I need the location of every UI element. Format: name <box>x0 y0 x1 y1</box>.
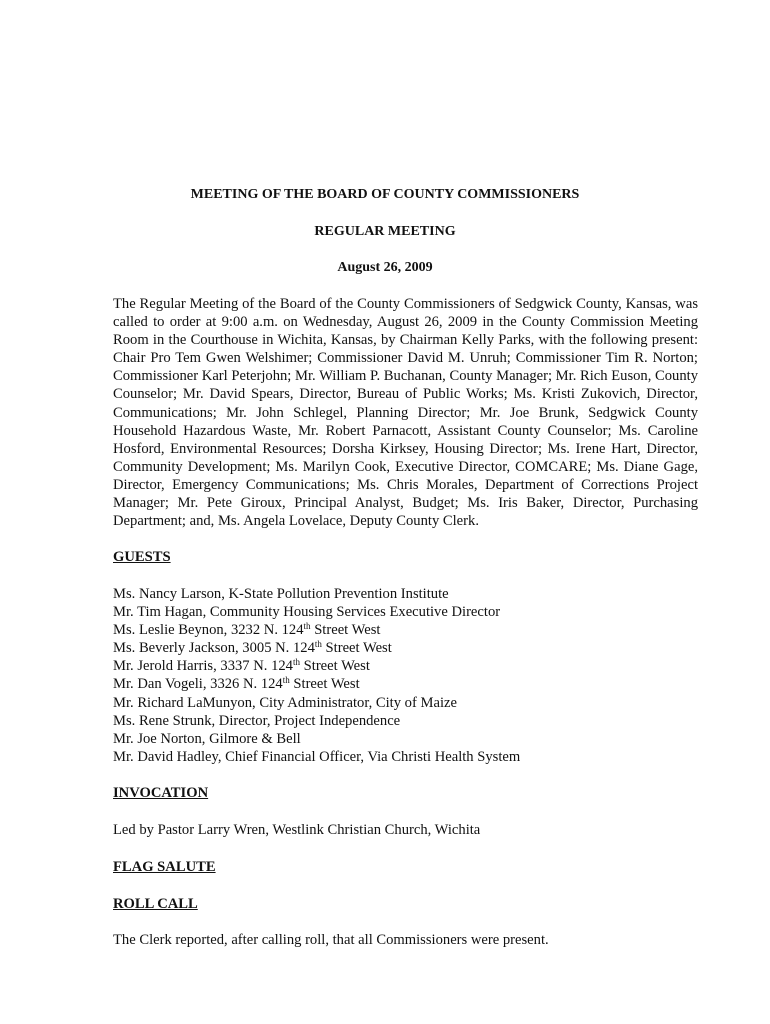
roll-call-text: The Clerk reported, after calling roll, that all Commissioners were present. <box>113 932 549 948</box>
guest-item: Ms. Nancy Larson, K-State Pollution Prevention Institute <box>113 586 449 602</box>
guest-item: Mr. Tim Hagan, Community Housing Services Executive Director <box>113 604 501 621</box>
guest-item: Ms. Beverly Jackson, 3005 N. 124th Street West <box>113 639 392 657</box>
meeting-date: August 26, 2009 <box>337 260 433 275</box>
document-subtitle: REGULAR MEETING <box>314 224 456 239</box>
invocation-text: Led by Pastor Larry Wren, Westlink Christian Church, Wichita <box>113 822 481 838</box>
guest-item: Mr. Richard LaMunyon, City Administrator, City of Maize <box>113 694 457 711</box>
guest-item: Mr. Joe Norton, Gilmore & Bell <box>113 730 301 747</box>
guests-heading: GUESTS <box>113 549 171 565</box>
document-title: MEETING OF THE BOARD OF COUNTY COMMISSIONERS <box>190 187 580 202</box>
flag-salute-heading: FLAG SALUTE <box>113 859 216 875</box>
guest-item: Ms. Rene Strunk, Director, Project Independence <box>113 712 401 729</box>
guest-item: Mr. Dan Vogeli, 3326 N. 124th Street West <box>113 675 360 693</box>
guest-item: Ms. Leslie Beynon, 3232 N. 124th Street West <box>113 621 381 639</box>
guest-item: Mr. David Hadley, Chief Financial Officer, Via Christi Health System <box>113 748 521 765</box>
guest-item: Mr. Jerold Harris, 3337 N. 124th Street West <box>113 657 370 675</box>
invocation-heading: INVOCATION <box>113 785 209 801</box>
roll-call-heading: ROLL CALL <box>113 896 198 912</box>
intro-paragraph: The Regular Meeting of the Board of the County Commissioners of Sedgwick County, Kansas, was called to order at 9:00 a.m. on Wednesday, August 26, 2009 in the County Commission Meeting Room in the Courthouse in Wichita, Kansas, by Chairman Kelly Parks, with the following present: Chair Pro Tem Gwen Welshimer; Commissioner David M. Unruh; Commissioner Tim R. Norton; Commissioner Karl Peterjohn; Mr. William P. Buchanan, County Manager; Mr. Rich Euson, County Counselor; Mr. David Spears, Director, Bureau of Public Works; Ms. Kristi Zukovich, Director, Communications; Mr. John Schlegel, Planning Director; Mr. Joe Brunk, Sedgwick County Household Hazardous Waste, Mr. Robert Parnacott, Assistant County Counselor; Ms. Caroline Hosford, Environmental Resources; Dorsha Kirksey, Housing Director; Ms. Irene Hart, Director, Community Development; Ms. Marilyn Cook, Executive Director, COMCARE; Ms. Diane Gage, Director, Emergency Communications; Ms. Chris Morales, Department of Corrections Project Manager; Mr. Pete Giroux, Principal Analyst, Budget; Ms. Iris Baker, Director, Purchasing Department; and, Ms. Angela Lovelace, Deputy County Clerk. <box>113 296 698 530</box>
guest-list <box>113 585 520 766</box>
